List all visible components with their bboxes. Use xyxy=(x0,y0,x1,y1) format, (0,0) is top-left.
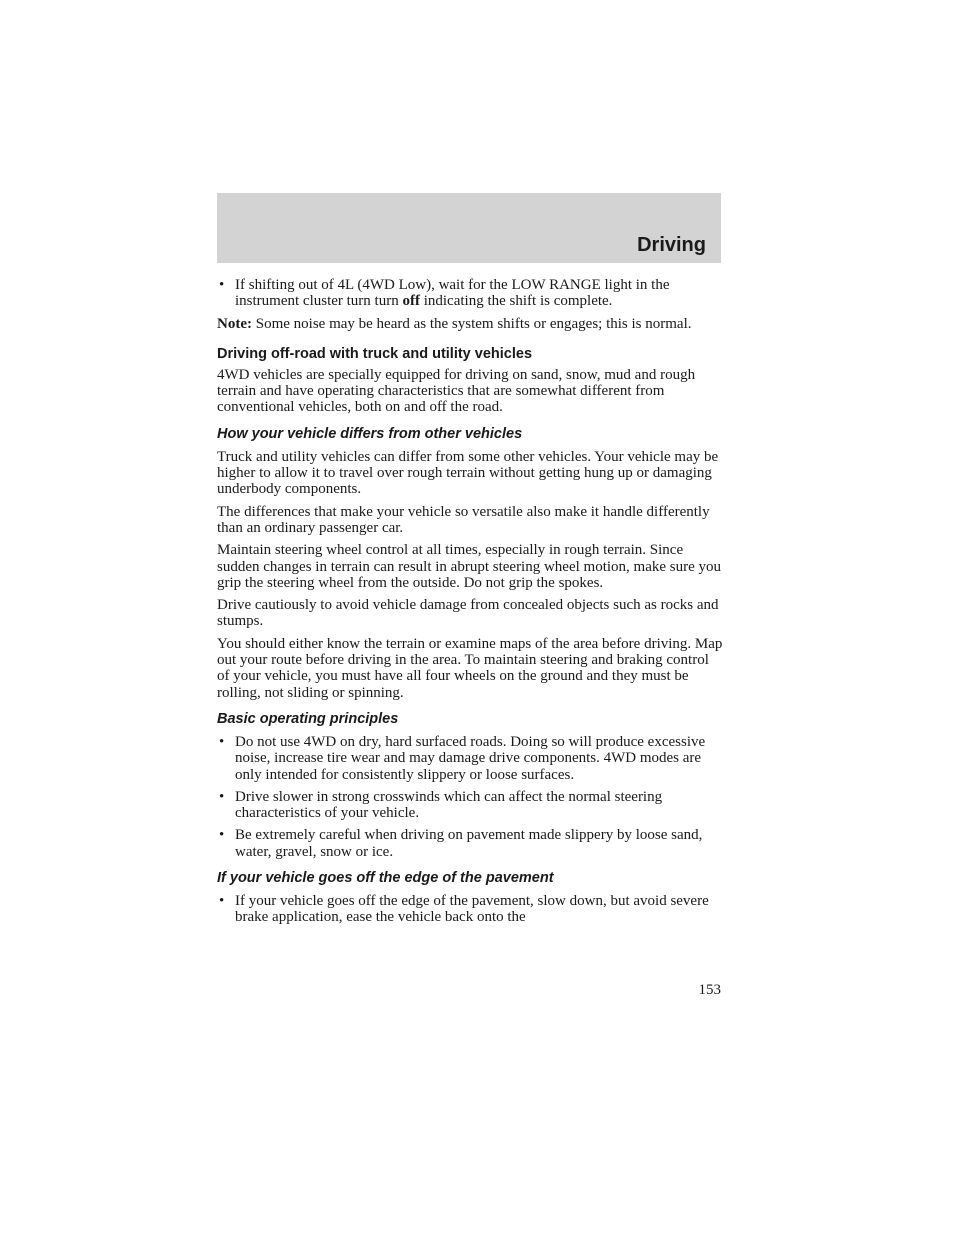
heading-offroad: Driving off-road with truck and utility vehicles xyxy=(217,345,533,362)
note-label: Note: xyxy=(217,315,252,332)
paragraph: 4WD vehicles are specially equipped for driving on sand, snow, mud and rough terrain and have operating characteristics that are somewhat different from conventional vehicles, both on and off the road. xyxy=(217,366,696,416)
page-content xyxy=(217,277,723,932)
section-header-band xyxy=(217,193,721,263)
paragraph: The differences that make your vehicle so versatile also make it handle differently than an ordinary passenger car. xyxy=(217,503,710,536)
section-title: Driving xyxy=(637,234,706,256)
bullet-marker: • xyxy=(219,733,225,750)
bullet-text-continued: indicating the shift is complete. xyxy=(419,293,613,310)
note-paragraph xyxy=(217,316,723,332)
page-number: 153 xyxy=(698,982,721,998)
subheading-differs: How your vehicle differs from other vehicles xyxy=(217,425,523,442)
bullet-marker: • xyxy=(219,827,225,844)
subheading-pavement: If your vehicle goes off the edge of the pavement xyxy=(217,870,554,887)
list-item xyxy=(217,734,723,783)
paragraph: Drive cautiously to avoid vehicle damage from concealed objects such as rocks and stumps. xyxy=(217,597,719,630)
paragraph: Truck and utility vehicles can differ from some other vehicles. Your vehicle may be higher to allow it to travel over rough terrain without getting hung up or damaging underbody components. xyxy=(217,448,719,498)
bullet-text: Be extremely careful when driving on pavement made slippery by loose sand, water, gravel, snow or ice. xyxy=(235,827,703,860)
bullet-text: If shifting out of 4L (4WD Low), wait for the LOW RANGE light in the instrument cluster turn turn xyxy=(235,277,670,310)
bullet-marker: • xyxy=(219,893,225,910)
bullet-text: Drive slower in strong crosswinds which can affect the normal steering characteristics of your vehicle. xyxy=(235,788,663,822)
list-item xyxy=(217,277,723,310)
paragraph: You should either know the terrain or examine maps of the area before driving. Map out your route before driving in the area. To maintain steering and braking control of your vehicle, you must have all four wheels on the ground and they must be rolling, not sliding or spinning. xyxy=(217,635,723,701)
subheading-basic: Basic operating principles xyxy=(217,710,399,727)
list-item xyxy=(217,827,723,860)
bullet-marker: • xyxy=(219,788,225,805)
list-item xyxy=(217,789,723,822)
paragraph: Maintain steering wheel control at all times, especially in rough terrain. Since sudden changes in terrain can result in abrupt steering wheel motion, make sure you grip the steering wheel from the outside. Do not grip the spokes. xyxy=(217,542,722,591)
bullet-text: If your vehicle goes off the edge of the pavement, slow down, but avoid severe brake application, ease the vehicle back onto the xyxy=(235,893,709,926)
bullet-text: Do not use 4WD on dry, hard surfaced roads. Doing so will produce excessive noise, increase tire wear and may damage drive components. 4WD modes are only intended for consistently slippery or loose surfaces. xyxy=(235,733,706,783)
bullet-marker: • xyxy=(219,277,225,293)
note-text: Some noise may be heard as the system shifts or engages; this is normal. xyxy=(251,315,692,332)
list-item xyxy=(217,893,723,926)
bold-keyword: off xyxy=(402,293,420,310)
